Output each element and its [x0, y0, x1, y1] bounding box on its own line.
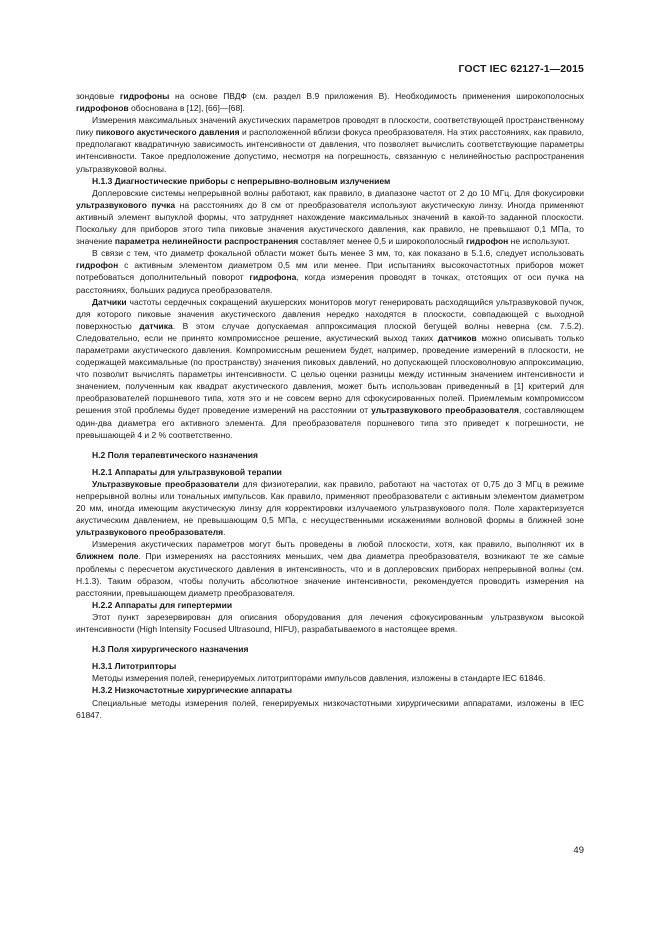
text: Доплеровские системы непрерывной волны работают, как правило, в диапазоне частот от 2 до 10 МГц. Для фокусировки	[92, 187, 584, 198]
text: частоты сердечных сокращений акушерских мониторов могут генерировать расходящийся ультразвуковой пучок, для которого пиковые значения акустического давления нередко находятся в плоскости, совпадающей с выходной поверхностью	[76, 296, 584, 331]
term: гидрофон	[466, 236, 509, 247]
section-heading-h-3-2: Н.3.2 Низкочастотные хирургические аппараты	[92, 685, 292, 696]
section-heading-h-2-1: Н.2.1 Аппараты для ультразвуковой терапии	[92, 466, 282, 477]
text: для физиотерапии, как правило, работают на частотах от 0,75 до 3 МГц в режиме непрерывной волны или тональных импульсов. Как правило, применяют преобразователи с активным элементом диаметром 20 мм, иногда имеющим акустическую линзу для корректировки излучаемого ультразвукового поля. Поле характеризуется акустическим давлением, не превышающим 0,5 МПа, с несущественными искажениями волновой формы в ближней зоне	[76, 478, 584, 526]
section-heading-h-3-1: Н.3.1 Литотрипторы	[92, 661, 177, 672]
term: Ультразвуковые преобразователи	[92, 478, 240, 489]
paragraph	[76, 247, 584, 295]
text: обоснована в [12], [66]—[68].	[128, 103, 245, 114]
section-heading-h-2: Н.2 Поля терапевтического назначения	[92, 449, 258, 460]
section-heading-h-2-2: Н.2.2 Аппараты для гипертермии	[92, 599, 233, 610]
text: . При измерениях на расстояниях меньших, чем два диаметра преобразователя, возникают те же самые проблемы с пересчетом акустического давления в интенсивность, что и в доплеровских приборах непрерывной волны (см. Н.1.3). Таким образом, чтобы получить абсолютное значение интенсивности, рекомендуется проводить измерения на расстоянии, превышающем диаметр преобразователя.	[76, 551, 584, 598]
page-number: 49	[573, 845, 584, 856]
text: и расположенной вблизи фокуса преобразователя. На этих расстояниях, как правило, предполагают квадратичную зависимость интенсивности от давления, что позволяет вычислить соответствующие параметры интенсивности. Такое предположение допустимо, несмотря на погрешность, связанную с нелинейностью распространения ультразвуковой волны.	[76, 127, 584, 174]
term: Датчики	[92, 296, 127, 307]
term: ультразвукового преобразователя	[371, 405, 519, 416]
text: .	[223, 527, 226, 538]
paragraph	[76, 538, 584, 598]
text: Измерения акустических параметров могут быть проведены в любой плоскости, хотя, как правило, выполняют их в	[92, 539, 584, 550]
section-heading-h-3: Н.3 Поля хирургического назначения	[92, 644, 249, 655]
text: на расстояниях до 8 см от преобразователя используют акустическую линзу. Иногда применяют активный элемент выпуклой формы, что затрудняет нахождение максимальных значений в какой-то заданной плоскости. Поскольку для приборов этого типа пиковые значения акустического давления, как правило, не превышают 0,1 МПа, то значение	[76, 199, 584, 247]
paragraph: Этот пункт зарезервирован для описания оборудования для лечения сфокусированным ультразвуком высокой интенсивности (High Intensity Focused Ultrasound, HIFU), разрабатываемого в настоящее время.	[76, 611, 584, 635]
document-body	[76, 90, 584, 721]
term: пикового акустического давления	[95, 127, 240, 138]
term: ближнем поле	[76, 551, 139, 562]
paragraph: Специальные методы измерения полей, генерируемых низкочастотными хирургическими аппаратами, изложены в IEC 61847.	[76, 697, 584, 720]
text: не используют.	[508, 236, 570, 247]
term: гидрофоны	[119, 91, 170, 101]
term: датчиков	[437, 332, 477, 343]
text: можно описывать только параметрами акустического давления. Компромиссным решением будет, например, проведение измерений в плоскости, не содержащей максимальные (по пространству) значения пиковых давлений, но допускающей плосковолновую аппроксимацию, что позволит вычислять параметры интенсивности. С целью оценки разницы между истинным значением интенсивности и значением, полученным как квадрат акустического давления, может быть использован приведенный в [1] критерий для преобразователей поршневого типа, хотя это и не совсем верно для сфокусированных полей. Приемлемым компромиссом решения этой проблемы будет проведение измерений на расстоянии от	[76, 332, 585, 416]
document-header: ГОСТ IEC 62127-1—2015	[458, 63, 584, 75]
text: В связи с тем, что диаметр фокальной области может быть менее 3 мм, то, как показано в 5.1.6, следует использовать	[92, 248, 584, 259]
paragraph	[76, 90, 584, 114]
paragraph	[76, 187, 584, 247]
term: датчика	[139, 320, 173, 331]
term: гидрофон	[76, 260, 119, 271]
paragraph	[76, 478, 584, 538]
term: гидрофонов	[76, 103, 129, 114]
paragraph	[76, 114, 584, 174]
text: с активным элементом диаметром 0,5 мм или менее. При испытаниях высокочастотных приборов может потребоваться дополнительный поворот	[76, 260, 584, 283]
spacer	[76, 635, 584, 643]
section-heading-h-1-3: Н.1.3 Диагностические приборы с непрерывно-волновым излучением	[92, 175, 391, 186]
spacer	[76, 441, 584, 449]
text: составляет менее 0,5 и широкополосный	[298, 236, 467, 247]
text: зондовые	[76, 91, 120, 101]
text: . В этом случае допускаемая аппроксимация плоской бегущей волны неверна (см. 7.5.2). Следовательно, если не принято компромиссное решение, акустический выход таких	[76, 320, 585, 343]
term: ультразвукового пучка	[76, 199, 176, 210]
text: Измерения максимальных значений акустических параметров проводят в плоскости, соответствующей пространственному пику	[76, 115, 584, 138]
text: на основе ПВДФ (см. раздел В.9 приложения В). Необходимость применения широкополосных	[169, 91, 585, 101]
text: , составляющем один-два диаметра его активного элемента. Для преобразователя поршневого типа это приведет к погрешности, не превышающей 4 и 2 % соответственно.	[76, 405, 584, 440]
paragraph: Методы измерения полей, генерируемых литотрипторами импульсов давления, изложены в стандарте IEC 61846.	[92, 673, 546, 684]
paragraph	[76, 296, 584, 441]
term: гидрофона	[249, 272, 297, 283]
term: параметра нелинейности распространения	[114, 236, 299, 247]
text: , когда измерения проводят в точках, отстоящих от оси пучка на расстояниях, больших радиуса преобразователя.	[76, 272, 585, 295]
term: ультразвукового преобразователя	[76, 527, 224, 538]
